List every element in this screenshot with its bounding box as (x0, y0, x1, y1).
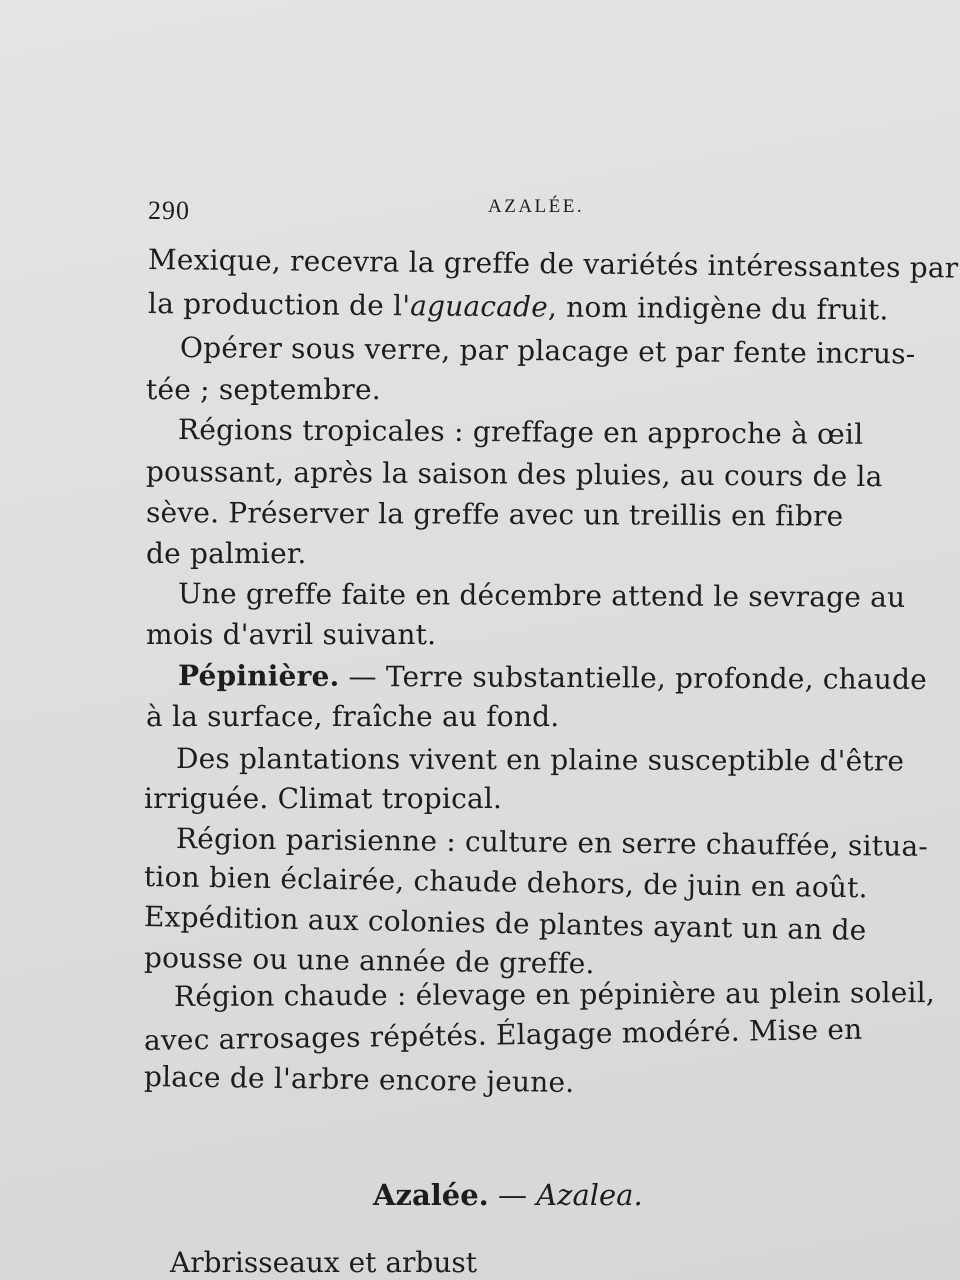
italic-term: aguacade (410, 289, 549, 324)
section-heading (373, 1178, 643, 1212)
text-line-15: Région parisienne : culture en serre chauffée, situa- (175, 822, 929, 863)
section-dash: — (488, 1178, 537, 1212)
section-title: Azalée. (373, 1178, 489, 1212)
text-line-21: place de l'arbre encore jeune. (143, 1060, 575, 1100)
text-line-12: à la surface, fraîche au fond. (146, 700, 560, 733)
text-line-9: Une greffe faite en décembre attend le sevrage au (177, 577, 906, 614)
text-line-16: tion bien éclairée, chaude dehors, de juin en août. (143, 860, 868, 905)
text-line-5: Régions tropicales : greffage en approche à œil (177, 413, 864, 451)
text-line-1: Mexique, recevra la greffe de variétés intéressantes par (147, 243, 959, 285)
text-line-7: sève. Préserver la greffe avec un treillis en fibre (145, 496, 844, 533)
text-line-2 (148, 287, 889, 326)
text-line-4: tée ; septembre. (146, 373, 381, 406)
section-latin-name: Azalea. (536, 1178, 643, 1212)
text-line-17: Expédition aux colonies de plantes ayant un an de (143, 900, 867, 947)
bold-term: Pépinière. (177, 659, 340, 693)
text-line-13: Des plantations vivent en plaine susceptible d'être (175, 742, 905, 778)
text-line-2-end: , nom indigène du fruit. (547, 290, 889, 327)
text-line-20: avec arrosages répétés. Élagage modéré. Mise en (143, 1012, 863, 1057)
text-line-3: Opérer sous verre, par placage et par fente incrus- (179, 331, 916, 371)
text-line-18: pousse ou une année de greffe. (143, 941, 595, 981)
text-line-10: mois d'avril suivant. (146, 618, 437, 651)
text-line-11 (178, 659, 927, 696)
text-line-19: Région chaude : élevage en pépinière au plein soleil, (173, 976, 935, 1013)
cut-off-line: Arbrisseaux et arbust (170, 1246, 477, 1279)
page-number: 290 (148, 196, 190, 225)
text-line-2-start: la production de l' (147, 287, 411, 323)
text-line-14: irriguée. Climat tropical. (144, 782, 503, 815)
text-line-6: poussant, après la saison des pluies, au cours de la (145, 455, 883, 494)
text-line-8: de palmier. (146, 537, 307, 570)
running-head (148, 196, 928, 236)
text-line-11-rest: — Terre substantielle, profonde, chaude (339, 659, 928, 696)
running-title: AZALÉE. (488, 196, 585, 217)
